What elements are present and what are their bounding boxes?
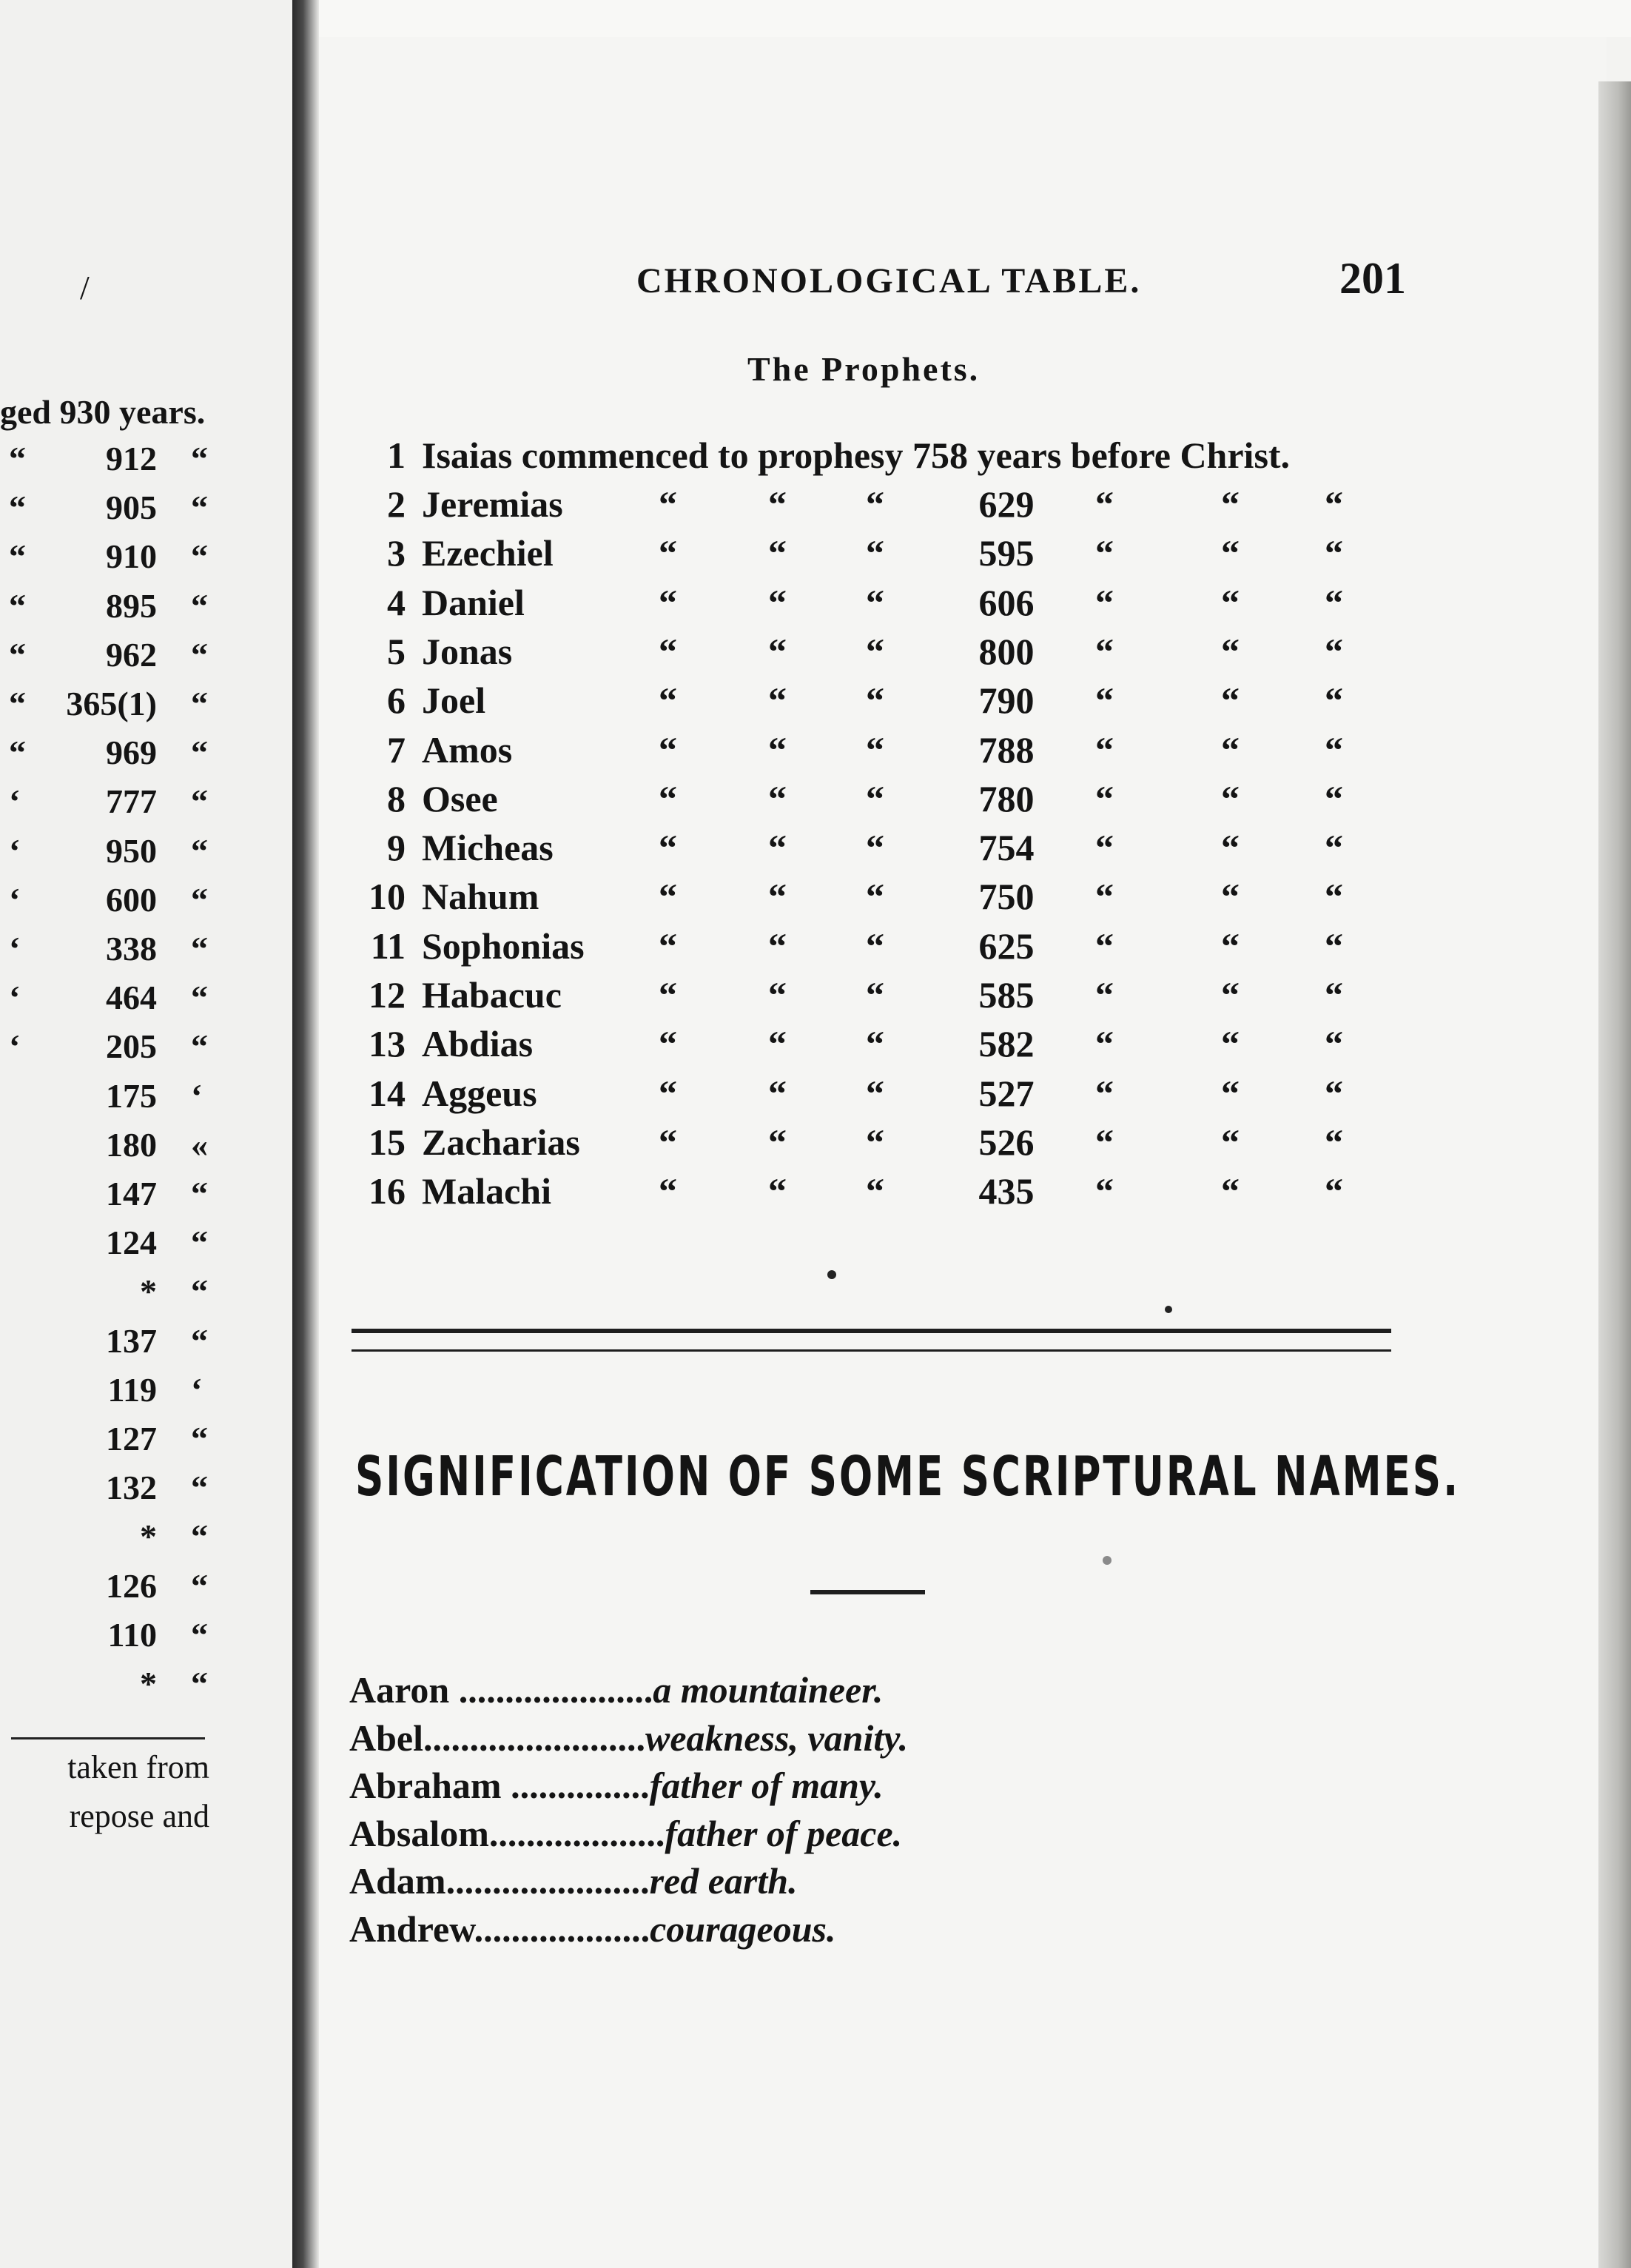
ditto-mark: “: [1325, 1170, 1343, 1212]
prophet-year: 526: [978, 1121, 1035, 1163]
left-value: 175: [106, 1076, 157, 1115]
ditto-mark: “: [659, 974, 677, 1016]
left-page-fragment: [0, 0, 292, 2268]
left-value: 969: [106, 734, 157, 772]
page-number: 201: [1339, 254, 1406, 303]
prophet-name: Zacharias: [422, 1121, 580, 1163]
ditto-mark: “: [1325, 974, 1343, 1016]
dot-leader: ........................: [423, 1717, 645, 1759]
left-tail-mark: “: [191, 1175, 208, 1212]
ditto-mark: “: [1325, 728, 1343, 771]
prophet-name: Amos: [422, 728, 513, 771]
left-tail-mark: “: [191, 880, 208, 919]
left-value: 147: [106, 1175, 157, 1212]
prophet-row: [348, 531, 1421, 579]
left-tail-mark: “: [191, 1027, 208, 1066]
left-table-row: [0, 586, 292, 631]
left-table-row: [0, 635, 292, 680]
left-table-row: [0, 1370, 292, 1415]
prophet-number: 14: [369, 1072, 406, 1114]
prophet-row: [348, 1022, 1421, 1070]
left-tail-mark: “: [191, 1615, 208, 1654]
left-tail-mark: ‘: [191, 1076, 203, 1115]
left-table-row: [0, 1174, 292, 1218]
left-value: 962: [106, 635, 157, 674]
left-table-row: [0, 733, 292, 777]
left-table-row: [0, 1223, 292, 1267]
ditto-mark: “: [1221, 1170, 1240, 1212]
ditto-mark: “: [1095, 483, 1114, 525]
ditto-mark: “: [659, 876, 677, 918]
name-entry: [349, 1764, 884, 1811]
prophet-row: [348, 777, 1421, 825]
short-rule: [810, 1590, 925, 1594]
left-table-row: [0, 1615, 292, 1660]
left-footnote-line-1: taken from: [67, 1749, 209, 1785]
prophet-number: 1: [387, 435, 406, 476]
left-ditto-mark: ‘: [9, 880, 21, 919]
left-tail-mark: “: [191, 1665, 208, 1702]
ditto-mark: “: [768, 581, 787, 623]
name-entry: [349, 1812, 902, 1859]
ink-speck: [1165, 1306, 1172, 1313]
prophet-number: 15: [369, 1121, 406, 1163]
prophet-number: 5: [387, 630, 406, 672]
prophet-year: 750: [978, 876, 1035, 918]
ditto-mark: “: [1325, 1072, 1343, 1114]
prophet-row: [348, 1170, 1421, 1217]
prophet-year: 790: [978, 680, 1035, 722]
prophet-year: 780: [978, 777, 1035, 819]
ditto-mark: “: [1325, 680, 1343, 722]
left-value: 950: [106, 831, 157, 870]
ditto-mark: “: [866, 483, 884, 525]
left-value: 180: [106, 1125, 157, 1164]
ditto-mark: “: [1221, 777, 1240, 819]
dot-leader: ...............: [501, 1765, 650, 1806]
ditto-mark: “: [1095, 1023, 1114, 1065]
ditto-mark: “: [659, 1121, 677, 1163]
ditto-mark: “: [768, 876, 787, 918]
prophet-number: 11: [370, 925, 406, 967]
prophet-number: 16: [369, 1170, 406, 1212]
left-tail-mark: “: [191, 586, 208, 625]
ditto-mark: “: [1325, 876, 1343, 918]
prophet-year: 625: [978, 925, 1035, 967]
ditto-mark: “: [866, 876, 884, 918]
prophet-row: [348, 1072, 1421, 1119]
ditto-mark: “: [866, 1072, 884, 1114]
prophet-number: 2: [387, 483, 406, 525]
left-tail-mark: “: [191, 1224, 208, 1262]
dot-leader: ...................: [474, 1908, 650, 1950]
ink-speck: [827, 1270, 836, 1279]
ditto-mark: “: [1095, 728, 1114, 771]
prophet-number: 4: [387, 581, 406, 623]
ditto-mark: “: [866, 581, 884, 623]
ditto-mark: “: [659, 483, 677, 525]
left-ditto-mark: ‘: [9, 1027, 21, 1066]
ditto-mark: “: [866, 777, 884, 819]
prophet-year: 595: [978, 532, 1035, 574]
prophet-name: Osee: [422, 777, 498, 819]
ditto-mark: “: [1095, 1170, 1114, 1212]
ditto-mark: “: [659, 581, 677, 623]
left-table-row: [0, 1321, 292, 1366]
prophet-number: 9: [387, 827, 406, 869]
prophet-name: Sophonias: [422, 925, 585, 967]
ditto-mark: “: [768, 532, 787, 574]
ditto-mark: “: [1221, 581, 1240, 623]
ditto-mark: “: [659, 1023, 677, 1065]
left-value: 110: [107, 1615, 157, 1654]
ditto-mark: “: [1325, 1121, 1343, 1163]
signification-title: SIGNIFICATION OF SOME SCRIPTURAL NAMES.: [355, 1445, 1461, 1509]
prophet-year: 629: [978, 483, 1035, 525]
left-table-row: [0, 488, 292, 532]
ditto-mark: “: [659, 777, 677, 819]
name-meaning: father of peace.: [665, 1812, 903, 1854]
left-tail-mark: “: [191, 831, 208, 870]
ditto-mark: “: [1095, 630, 1114, 672]
ditto-mark: “: [768, 1072, 787, 1114]
left-table-row: [0, 537, 292, 581]
ditto-mark: “: [659, 532, 677, 574]
left-table-row: [0, 1664, 292, 1708]
left-ditto-mark: ‘: [9, 930, 21, 967]
ditto-mark: “: [768, 1170, 787, 1212]
prophet-row: [348, 630, 1421, 677]
prophet-year: 788: [978, 728, 1035, 771]
left-table-row: [0, 1468, 292, 1512]
left-footnote-rule: [11, 1737, 205, 1739]
ditto-mark: “: [866, 1170, 884, 1212]
ditto-mark: “: [1221, 925, 1240, 967]
ditto-mark: “: [768, 974, 787, 1016]
ditto-mark: “: [1325, 1023, 1343, 1065]
prophet-number: 12: [369, 974, 406, 1016]
left-value: 464: [106, 979, 157, 1017]
ditto-mark: “: [1221, 974, 1240, 1016]
ditto-mark: “: [1221, 483, 1240, 525]
left-tail-mark: “: [191, 489, 208, 527]
left-table-row: [0, 978, 292, 1022]
left-tail-mark: “: [191, 734, 208, 772]
ditto-mark: “: [768, 777, 787, 819]
prophet-name: Ezechiel: [422, 532, 554, 574]
prophet-name: Micheas: [422, 827, 554, 869]
left-tail-mark: «: [191, 1125, 208, 1164]
prophet-year: 800: [978, 630, 1035, 672]
name-entry: [349, 1668, 883, 1716]
left-value: 777: [106, 782, 157, 821]
left-heading: ged 930 years.: [0, 393, 206, 431]
section-rule-top: [352, 1329, 1391, 1333]
ditto-mark: “: [1095, 827, 1114, 869]
prophet-name: Daniel: [422, 581, 525, 623]
ditto-mark: “: [1325, 581, 1343, 623]
ditto-mark: “: [1095, 876, 1114, 918]
ditto-mark: “: [1095, 777, 1114, 819]
ditto-mark: “: [866, 532, 884, 574]
prophet-name: Jeremias: [422, 483, 563, 525]
prophet-number: 10: [369, 876, 406, 918]
left-ditto-mark: “: [9, 734, 26, 772]
dot-leader: ......................: [445, 1860, 650, 1902]
left-tail-mark: “: [191, 1566, 208, 1605]
name-meaning: red earth.: [649, 1860, 798, 1902]
ditto-mark: “: [866, 827, 884, 869]
left-value: *: [140, 1665, 157, 1702]
left-ditto-mark: ‘: [9, 831, 21, 870]
prophet-row: [348, 483, 1421, 530]
ditto-mark: “: [1095, 1072, 1114, 1114]
prophet-name: Nahum: [422, 876, 539, 918]
name-entry: [349, 1908, 835, 1955]
left-tail-mark: ‘: [191, 1370, 203, 1409]
left-value: 205: [106, 1027, 157, 1066]
ditto-mark: “: [1221, 1072, 1240, 1114]
ditto-mark: “: [1095, 680, 1114, 722]
ditto-mark: “: [1325, 925, 1343, 967]
ink-speck: [1103, 1556, 1112, 1565]
left-table-row: [0, 1517, 292, 1561]
left-value: *: [140, 1517, 157, 1556]
left-value: 905: [106, 489, 157, 527]
left-value: 137: [106, 1321, 157, 1360]
left-tail-mark: “: [191, 979, 208, 1017]
left-ditto-mark: “: [9, 440, 26, 477]
ditto-mark: “: [659, 827, 677, 869]
scriptural-name: Abraham: [349, 1765, 502, 1806]
left-value: 124: [106, 1224, 157, 1262]
ditto-mark: “: [866, 974, 884, 1016]
prophet-name: Malachi: [422, 1170, 551, 1212]
scriptural-name: Aaron: [349, 1669, 450, 1711]
prophet-year: 606: [978, 581, 1035, 623]
scriptural-name: Adam: [349, 1860, 446, 1902]
book-gutter: [292, 0, 319, 2268]
left-value: 119: [107, 1370, 157, 1409]
ditto-mark: “: [1095, 925, 1114, 967]
ditto-mark: “: [768, 1121, 787, 1163]
ditto-mark: “: [768, 827, 787, 869]
ditto-mark: “: [1221, 1121, 1240, 1163]
prophet-row: [348, 875, 1421, 922]
ditto-mark: “: [1221, 1023, 1240, 1065]
prophet-number: 7: [387, 728, 406, 771]
left-table-row: [0, 929, 292, 973]
left-value: 126: [106, 1566, 157, 1605]
left-table-row: [0, 1027, 292, 1071]
name-meaning: weakness, vanity.: [645, 1717, 909, 1759]
prophet-number: 3: [387, 532, 406, 574]
prophet-number: 8: [387, 777, 406, 819]
prophet-name: Habacuc: [422, 974, 562, 1016]
left-tail-mark: “: [191, 685, 208, 722]
ditto-mark: “: [768, 925, 787, 967]
left-ditto-mark: ‘: [9, 782, 21, 821]
prophet-row: [348, 973, 1421, 1021]
left-value: 600: [106, 880, 157, 919]
prophet-row: [348, 679, 1421, 726]
prophet-year: 435: [978, 1170, 1035, 1212]
prophet-number: 6: [387, 680, 406, 722]
name-entry: [349, 1859, 798, 1907]
section-rule-bottom: [352, 1349, 1391, 1352]
ditto-mark: “: [659, 925, 677, 967]
ditto-mark: “: [866, 680, 884, 722]
ditto-mark: “: [1095, 974, 1114, 1016]
ditto-mark: “: [1221, 630, 1240, 672]
left-value: 127: [106, 1420, 157, 1457]
left-ditto-mark: “: [9, 489, 26, 527]
ditto-mark: “: [659, 1170, 677, 1212]
prophet-year: 754: [978, 827, 1035, 869]
left-table-row: [0, 782, 292, 826]
left-tail-mark: “: [191, 930, 208, 967]
section-title: The Prophets.: [747, 350, 981, 388]
left-value: 912: [106, 440, 157, 477]
left-table-row: [0, 1419, 292, 1463]
ditto-mark: “: [768, 680, 787, 722]
prophet-first-line: Isaias commenced to prophesy 758 years before Christ.: [422, 435, 1291, 476]
left-value: 338: [106, 930, 157, 967]
left-ditto-mark: “: [9, 635, 26, 674]
dot-leader: .....................: [449, 1669, 653, 1711]
name-meaning: father of many.: [649, 1765, 884, 1806]
dot-leader: ...................: [488, 1812, 665, 1854]
left-value: 132: [106, 1469, 157, 1507]
left-tail-mark: “: [191, 1272, 208, 1311]
left-table-row: [0, 880, 292, 925]
left-table-row: [0, 1125, 292, 1170]
ditto-mark: “: [659, 630, 677, 672]
left-value: 910: [106, 537, 157, 576]
ditto-mark: “: [1095, 532, 1114, 574]
left-value: *: [140, 1272, 157, 1311]
ditto-mark: “: [1095, 1121, 1114, 1163]
prophet-name: Jonas: [422, 630, 513, 672]
prophet-year: 582: [978, 1023, 1035, 1065]
ditto-mark: “: [768, 1023, 787, 1065]
ditto-mark: “: [866, 630, 884, 672]
left-ditto-mark: ‘: [9, 979, 21, 1017]
left-table-row: [0, 1076, 292, 1121]
left-value: 365(1): [66, 685, 157, 722]
left-tail-mark: “: [191, 440, 208, 477]
ditto-mark: “: [659, 1072, 677, 1114]
ditto-mark: “: [659, 680, 677, 722]
left-footnote-line-2: repose and: [69, 1798, 209, 1834]
ditto-mark: “: [1325, 630, 1343, 672]
ditto-mark: “: [866, 1023, 884, 1065]
ditto-mark: “: [866, 728, 884, 771]
left-tail-mark: “: [191, 537, 208, 576]
left-tail-mark: “: [191, 635, 208, 674]
ditto-mark: “: [768, 483, 787, 525]
ditto-mark: “: [866, 925, 884, 967]
left-table-row: [0, 1272, 292, 1316]
ditto-mark: “: [1325, 532, 1343, 574]
left-value: 895: [106, 586, 157, 625]
stray-mark: /: [80, 269, 90, 306]
ditto-mark: “: [768, 728, 787, 771]
left-tail-mark: “: [191, 1420, 208, 1457]
name-meaning: a mountaineer.: [653, 1669, 884, 1711]
top-margin: [319, 0, 1631, 37]
prophet-year: 585: [978, 974, 1035, 1016]
scriptural-name: Andrew: [349, 1908, 474, 1950]
running-head: CHRONOLOGICAL TABLE.: [636, 261, 1142, 301]
ditto-mark: “: [1221, 680, 1240, 722]
ditto-mark: “: [1221, 532, 1240, 574]
prophet-name: Abdias: [422, 1023, 534, 1065]
page-edge: [1598, 81, 1631, 2268]
prophet-name: Aggeus: [422, 1072, 537, 1114]
prophet-row: [348, 728, 1421, 776]
ditto-mark: “: [1095, 581, 1114, 623]
left-tail-mark: “: [191, 1469, 208, 1507]
ditto-mark: “: [1325, 827, 1343, 869]
left-table-row: [0, 439, 292, 483]
scriptural-name: Absalom: [349, 1812, 489, 1854]
left-ditto-mark: “: [9, 537, 26, 576]
ditto-mark: “: [768, 630, 787, 672]
left-table-row: [0, 831, 292, 876]
prophet-row: [348, 1121, 1421, 1168]
prophet-row: [348, 925, 1421, 972]
left-ditto-mark: “: [9, 586, 26, 625]
ditto-mark: “: [1325, 777, 1343, 819]
left-table-row: [0, 684, 292, 728]
name-meaning: courageous.: [650, 1908, 836, 1950]
left-tail-mark: “: [191, 1321, 208, 1360]
ditto-mark: “: [1221, 876, 1240, 918]
prophet-row: [348, 581, 1421, 628]
prophet-number: 13: [369, 1023, 406, 1065]
ditto-mark: “: [1221, 728, 1240, 771]
scriptural-name: Abel: [349, 1717, 423, 1759]
name-entry: [349, 1717, 908, 1764]
ditto-mark: “: [1325, 483, 1343, 525]
left-table-row: [0, 1566, 292, 1611]
prophet-year: 527: [978, 1072, 1035, 1114]
ditto-mark: “: [866, 1121, 884, 1163]
left-tail-mark: “: [191, 782, 208, 821]
prophet-row: [348, 826, 1421, 873]
left-ditto-mark: “: [9, 685, 26, 722]
ditto-mark: “: [1221, 827, 1240, 869]
ditto-mark: “: [659, 728, 677, 771]
prophet-name: Joel: [422, 680, 486, 722]
left-tail-mark: “: [191, 1517, 208, 1556]
